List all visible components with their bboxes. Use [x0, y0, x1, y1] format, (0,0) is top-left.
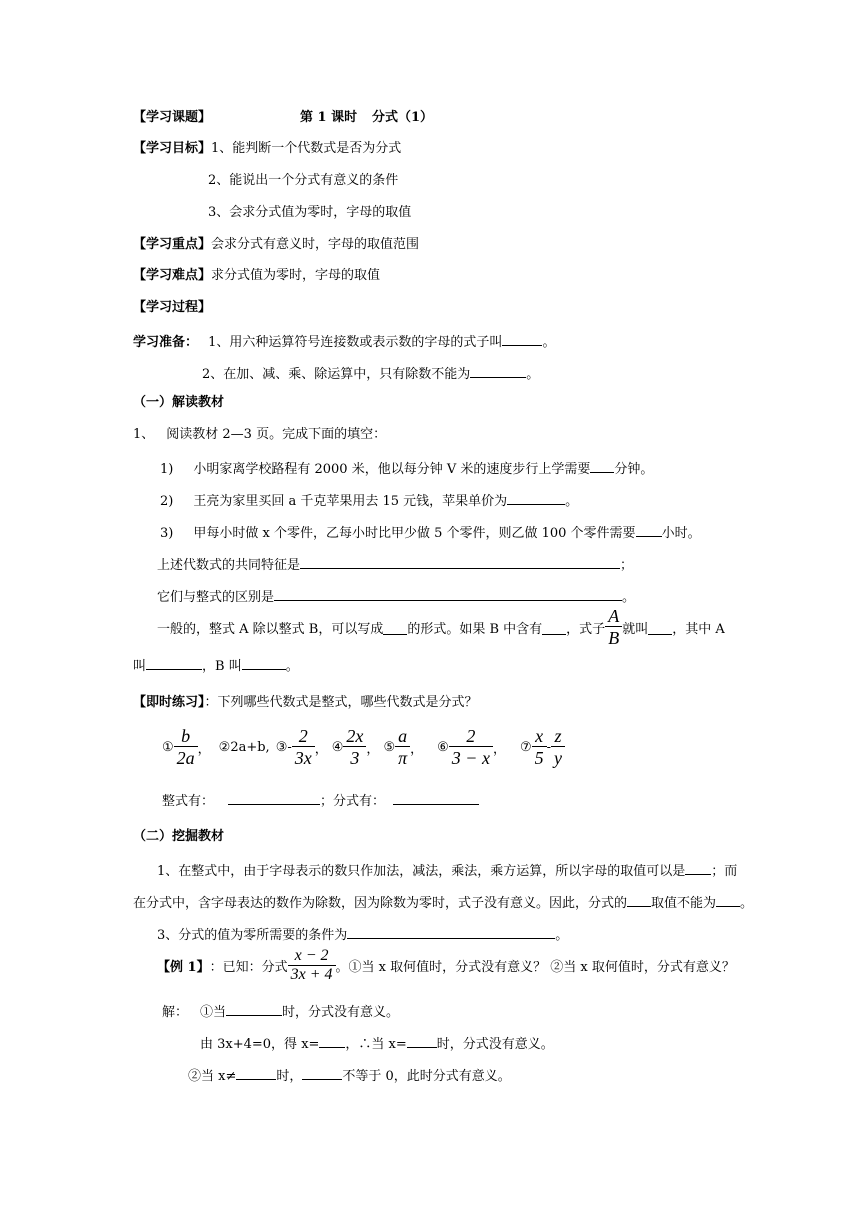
p3-text: 3、分式的值为零所需要的条件为: [157, 928, 348, 943]
prep-label: 学习准备：: [133, 335, 199, 350]
intro-num: 1、: [133, 427, 155, 442]
expr-1-den: 2a: [176, 747, 195, 768]
expr-7-den-b: y: [554, 747, 563, 768]
expr-5-mark: ⑤: [383, 739, 396, 755]
expr-7-minus: -: [546, 739, 552, 755]
general-e: ，其中 A: [672, 621, 725, 637]
general-definition-2: [133, 655, 299, 676]
diff-label: 它们与整式的区别是: [157, 590, 275, 605]
difficulty: [133, 267, 380, 285]
example-num: x − 2: [288, 947, 336, 966]
prep-line-1: [133, 331, 555, 352]
answer-fraction-blank[interactable]: [393, 790, 479, 805]
expr-3-den: 3x: [294, 747, 312, 768]
item-2-num: 2): [160, 494, 174, 509]
solution-2: [200, 1033, 554, 1054]
item-2-blank[interactable]: [507, 490, 565, 505]
expr-5-fraction: [395, 726, 410, 769]
p1-e: 。: [740, 896, 754, 911]
difficulty-text: 求分式值为零时，字母的取值: [211, 268, 381, 283]
p1-blank-3[interactable]: [716, 892, 740, 907]
expr-7-mark: ⑦: [519, 739, 532, 755]
item-3-blank[interactable]: [636, 522, 662, 537]
general-blank-3[interactable]: [648, 620, 672, 635]
line2-b: ，B 叫: [202, 659, 242, 674]
expr-1-comma: ，: [197, 741, 211, 757]
p3-blank[interactable]: [347, 924, 555, 939]
item-1: [160, 458, 653, 479]
goal-item-3: 3、会求分式值为零时，字母的取值: [208, 205, 412, 220]
p1-c: 在分式中，含字母表达的数作为除数，因为除数为零时，式子没有意义。因此，分式的: [133, 896, 628, 911]
prep-q2-end: 。: [526, 367, 540, 382]
topic-label: 【学习课题】: [133, 110, 212, 125]
expr-1-fraction: [174, 726, 198, 769]
goal-item-2: 2、能说出一个分式有意义的条件: [208, 173, 399, 188]
expr-7-num-a: x: [532, 726, 547, 747]
answer-polynomial-label: 整式有：: [162, 794, 215, 809]
general-definition: [157, 602, 725, 652]
expr-4-num: 2x: [343, 726, 366, 747]
s1-b: 时，分式没有意义。: [282, 1005, 400, 1020]
practice-expressions: [162, 722, 565, 772]
expr-4-den: 3: [350, 747, 360, 768]
expr-6-fraction: [449, 726, 493, 769]
expr-5-den: π: [398, 747, 408, 768]
example-1: [157, 940, 735, 990]
line2-a: 叫: [133, 659, 147, 674]
prep-q1: 1、用六种运算符号连接数或表示数的字母的式子叫: [208, 335, 503, 350]
expr-5-num: a: [395, 726, 410, 747]
general-blank-1[interactable]: [383, 620, 407, 635]
difficulty-label: 【学习难点】: [133, 268, 212, 283]
prep-q1-end: 。: [542, 335, 556, 350]
general-c: ，式子: [566, 621, 606, 637]
item-3-num: 3): [160, 526, 174, 541]
expr-7-fraction-a: [532, 726, 547, 769]
practice-text: ：下列哪些代数式是整式，哪些代数式是分式？: [204, 695, 478, 710]
section1-title: （一）解读教材: [133, 395, 225, 410]
practice-label: 【即时练习】: [133, 695, 205, 710]
example-b: 。①当 x 取何值时，分式没有意义？ ②当 x 取何值时，分式有意义？: [335, 959, 735, 975]
item-3: [160, 522, 701, 543]
fraction-a-over-b: [605, 606, 622, 649]
s3-b: 时，: [276, 1069, 303, 1084]
common-feature: [157, 554, 633, 575]
solution-label: 解：: [162, 1005, 189, 1020]
expr-7-fraction-b: [551, 726, 565, 769]
expr-7-den-a: 5: [534, 747, 544, 768]
goals-label: 【学习目标】: [133, 141, 212, 156]
solution-1: [162, 1001, 399, 1022]
item-2: [160, 490, 578, 511]
expr-6-comma: ，: [492, 741, 506, 757]
common-label: 上述代数式的共同特征是: [157, 558, 301, 573]
expr-3-mark: ③-: [275, 739, 292, 755]
item-2-text: 王亮为家里买回 a 千克苹果用去 15 元钱，苹果单价为: [193, 494, 508, 509]
common-end: ；: [620, 558, 634, 573]
general-a: 一般的，整式 A 除以整式 B，可以写成: [157, 621, 384, 637]
diff-blank[interactable]: [274, 586, 622, 601]
item-3-end: 小时。: [661, 526, 701, 541]
example-label: 【例 1】: [157, 959, 210, 975]
section2-title: （二）挖掘教材: [133, 829, 225, 844]
solution-3: [188, 1065, 511, 1086]
s2-b: ，∴当 x=: [345, 1037, 407, 1052]
line2-blank-1[interactable]: [146, 655, 202, 670]
general-blank-2[interactable]: [542, 620, 566, 635]
p3-end: 。: [555, 928, 569, 943]
prep-q2: 2、在加、减、乘、除运算中，只有除数不能为: [202, 367, 471, 382]
practice-answers: [162, 790, 479, 811]
prep-line-2: [202, 363, 539, 384]
item-1-end: 分钟。: [614, 462, 654, 477]
line2-c: 。: [285, 659, 299, 674]
section2-p1-cont: [133, 892, 753, 913]
expr-6-num: 2: [449, 726, 493, 747]
s2-blank-2[interactable]: [407, 1033, 437, 1048]
s3-a: ②当 x≠: [188, 1069, 237, 1084]
general-d: 就叫: [622, 621, 649, 637]
s3-blank-1[interactable]: [236, 1065, 276, 1080]
example-fraction: [288, 947, 336, 984]
example-a: ：已知：分式: [209, 959, 288, 975]
item-2-end: 。: [565, 494, 579, 509]
lesson-number: 第 1 课时: [300, 110, 358, 125]
p1-blank-2[interactable]: [627, 892, 651, 907]
expr-3-comma: ，: [314, 741, 328, 757]
p1-b: ；而: [711, 864, 738, 879]
s1-blank[interactable]: [226, 1001, 282, 1016]
item-3-text: 甲每小时做 x 个零件，乙每小时比甲少做 5 个零件，则乙做 100 个零件需要: [193, 526, 636, 541]
prep-q2-blank[interactable]: [470, 363, 526, 378]
item-1-text: 小明家离学校路程有 2000 米，他以每分钟 V 米的速度步行上学需要: [193, 462, 591, 477]
expr-7-num-b: z: [551, 726, 565, 747]
common-blank[interactable]: [300, 554, 620, 569]
expr-2: ②2a+b,: [218, 739, 270, 755]
s2-c: 时，分式没有意义。: [436, 1037, 554, 1052]
goals-line-1: [133, 140, 401, 158]
s1-a: ①当: [200, 1005, 227, 1020]
key-point: [133, 236, 419, 254]
expr-6-den: 3 − x: [451, 747, 490, 768]
item-1-num: 1): [160, 462, 174, 477]
expr-3-num: 2: [292, 726, 315, 747]
section2-p1: [157, 860, 737, 881]
expr-6-mark: ⑥: [437, 739, 449, 755]
expr-4-comma: ，: [366, 741, 380, 757]
goal-item-1: 1、能判断一个代数式是否为分式: [211, 141, 402, 156]
s3-blank-2[interactable]: [302, 1065, 342, 1080]
practice-heading: [133, 694, 478, 712]
fraction-den: B: [608, 627, 620, 648]
p1-d: 取值不能为: [651, 896, 717, 911]
s2-blank-1[interactable]: [319, 1033, 345, 1048]
expr-4-fraction: [343, 726, 366, 769]
expr-4-mark: ④: [331, 739, 344, 755]
page-title: 分式（1）: [372, 110, 434, 125]
key-point-label: 【学习重点】: [133, 237, 212, 252]
expr-1-mark: ①: [162, 739, 174, 755]
expr-3-fraction: [292, 726, 315, 769]
section1-intro: [133, 426, 386, 444]
general-b: 的形式。如果 B 中含有: [407, 621, 543, 637]
s3-c: 不等于 0，此时分式有意义。: [342, 1069, 511, 1084]
example-den: 3x + 4: [290, 965, 333, 983]
prep-q1-blank[interactable]: [502, 331, 542, 346]
p1-blank-1[interactable]: [685, 860, 711, 875]
expr-5-comma: ，: [410, 741, 424, 757]
expr-1-num: b: [174, 726, 198, 747]
item-1-blank[interactable]: [590, 458, 614, 473]
line2-blank-2[interactable]: [242, 655, 286, 670]
key-point-text: 会求分式有意义时，字母的取值范围: [211, 237, 420, 252]
process-label: 【学习过程】: [133, 300, 212, 315]
fraction-num: A: [605, 606, 622, 627]
p1-a: 1、在整式中，由于字母表示的数只作加法，减法，乘法，乘方运算，所以字母的取值可以是: [157, 864, 686, 879]
intro-text: 阅读教材 2—3 页。完成下面的填空：: [166, 427, 387, 442]
s2-a: 由 3x+4=0，得 x=: [200, 1037, 320, 1052]
answer-fraction-label: ；分式有：: [320, 794, 386, 809]
diff-end: 。: [622, 590, 636, 605]
answer-polynomial-blank[interactable]: [228, 790, 320, 805]
